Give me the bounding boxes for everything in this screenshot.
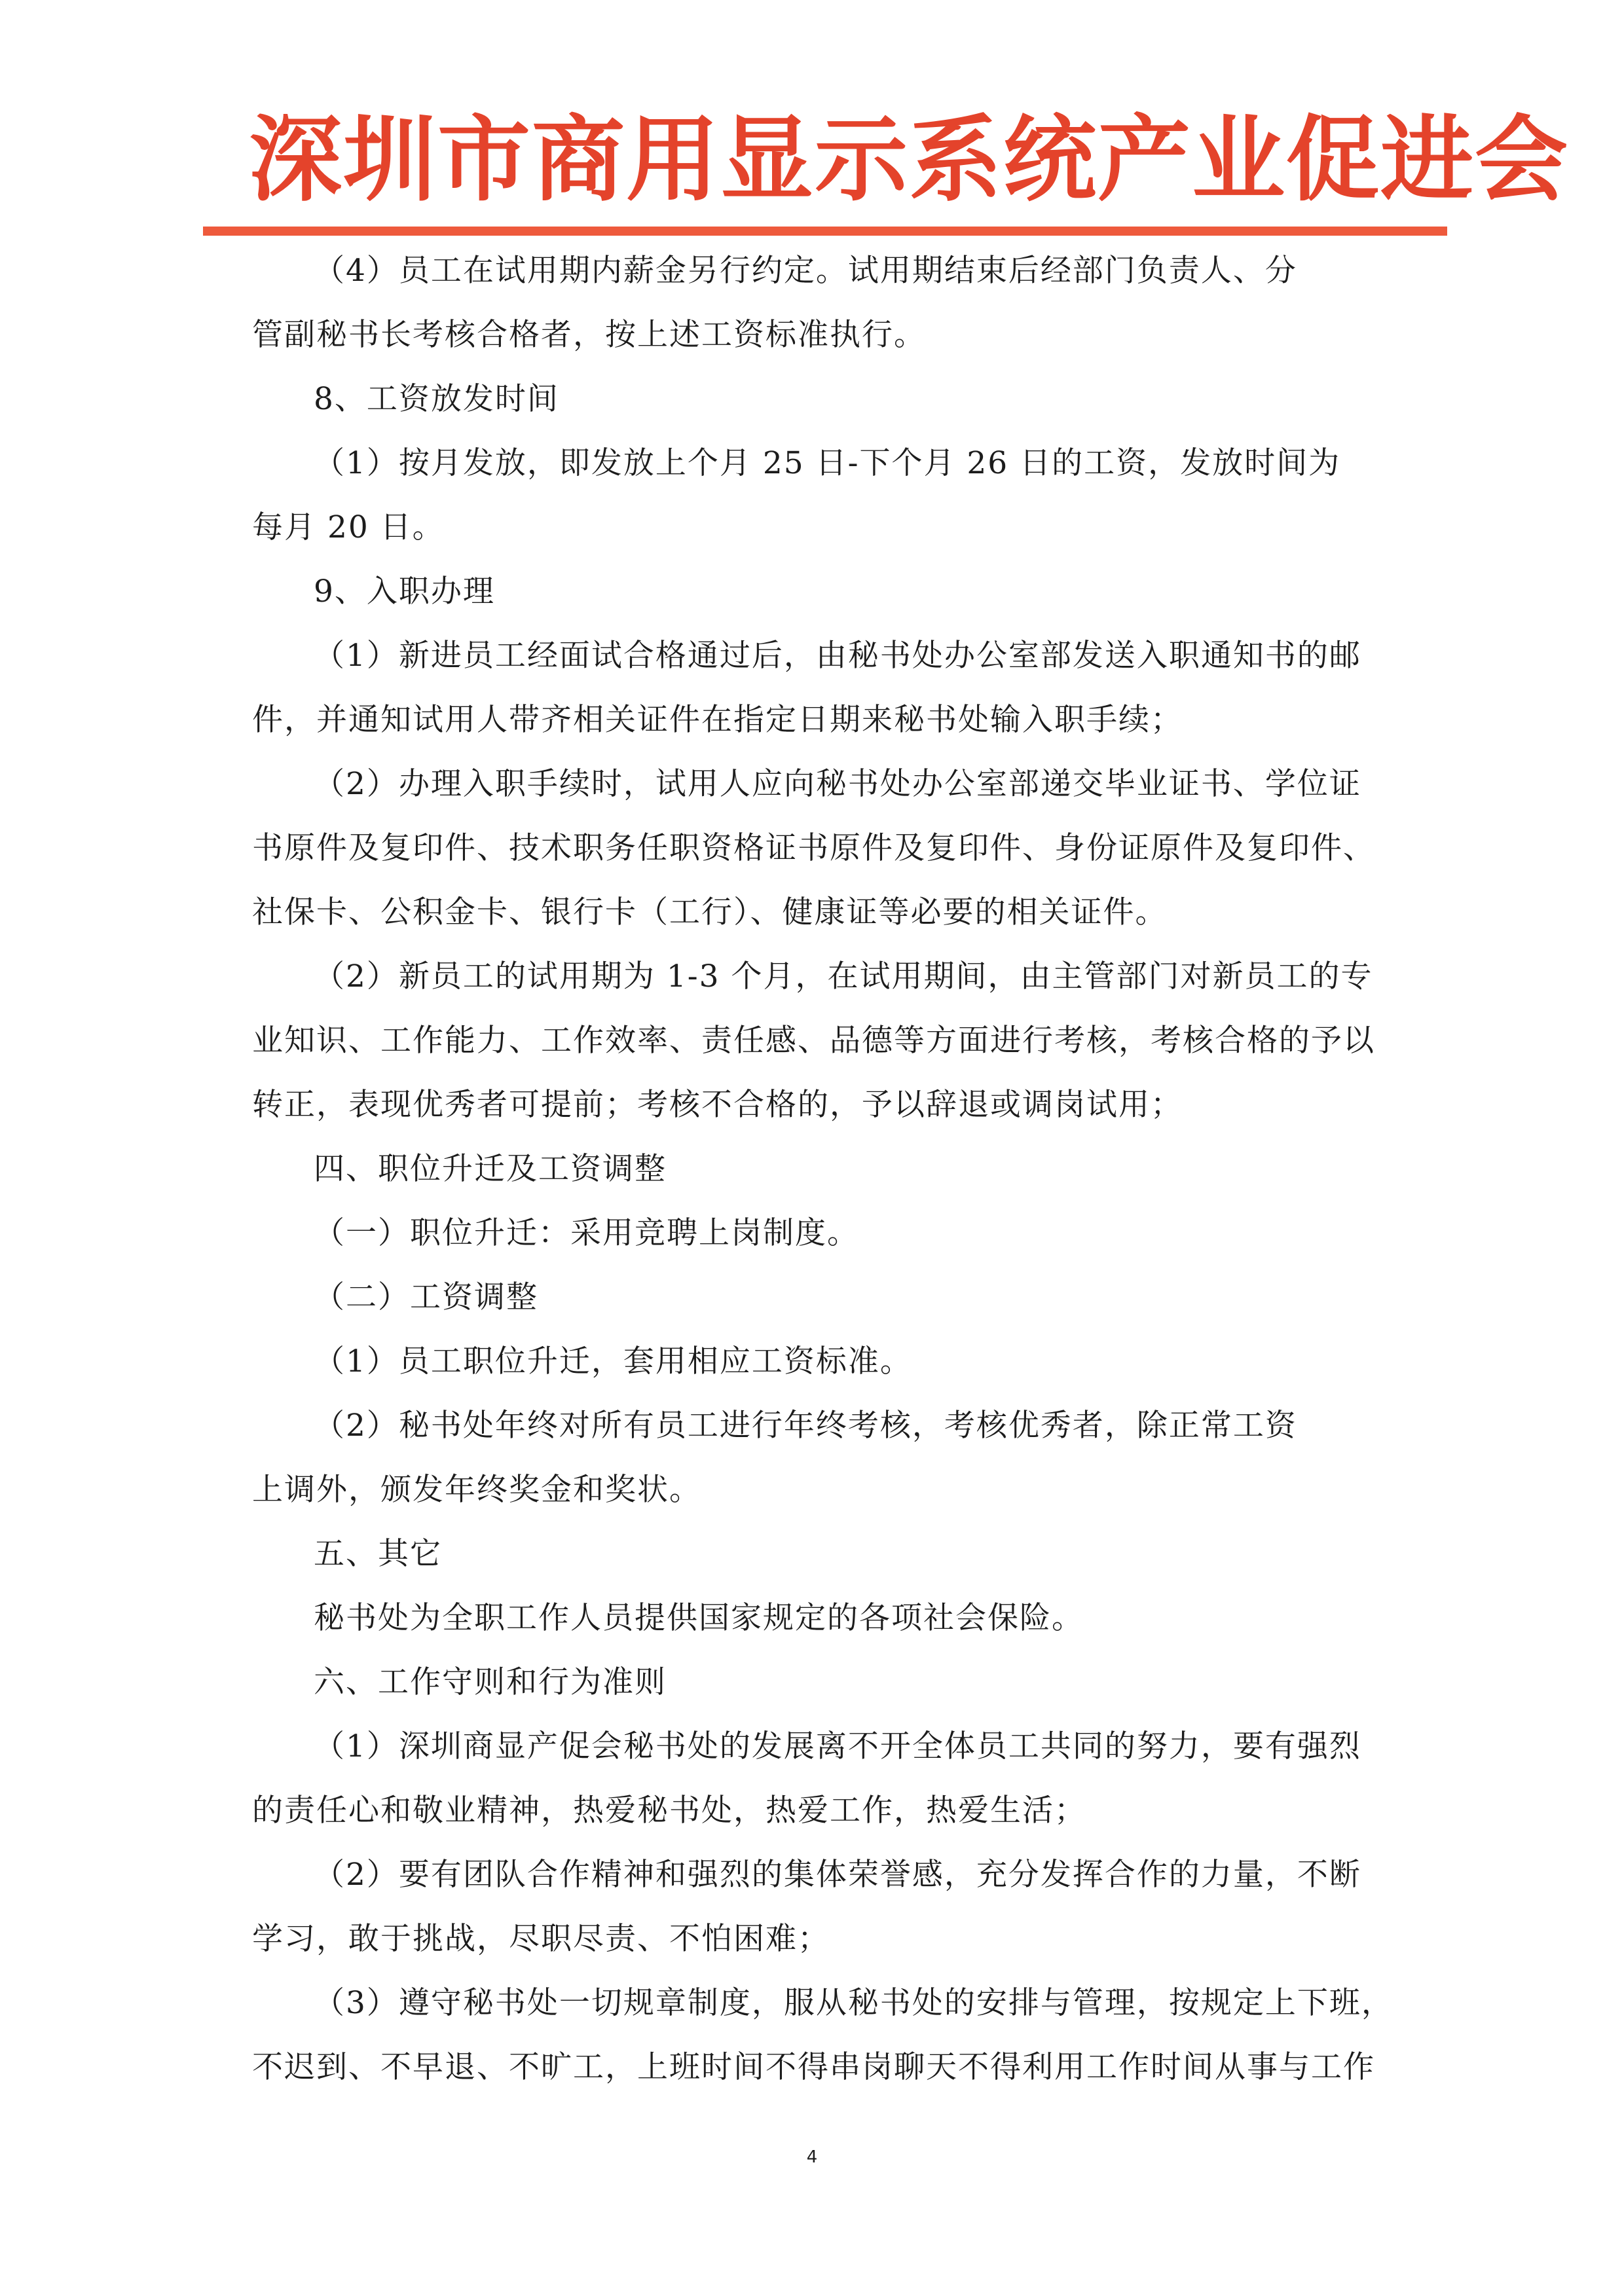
body-line: 秘书处为全职工作人员提供国家规定的各项社会保险。 [314, 1600, 1084, 1636]
body-line: （3）遵守秘书处一切规章制度，服从秘书处的安排与管理，按规定上下班， [314, 1985, 1393, 2021]
subsection-heading: （一）职位升迁：采用竞聘上岗制度。 [314, 1215, 859, 1251]
body-line: 件，并通知试用人带齐相关证件在指定日期来秘书处输入职手续； [252, 702, 1183, 738]
body-line: （1）新进员工经面试合格通过后，由秘书处办公室部发送入职通知书的邮 [314, 638, 1361, 674]
section-heading: 六、工作守则和行为准则 [314, 1664, 667, 1700]
body-line: （2）办理入职手续时，试用人应向秘书处办公室部递交毕业证书、学位证 [314, 766, 1361, 802]
document-body [252, 239, 1393, 2100]
letterhead-rule [203, 227, 1447, 236]
section-heading: 9、入职办理 [314, 574, 495, 610]
page-number: 4 [806, 2147, 818, 2167]
body-line: 学习，敢于挑战，尽职尽责、不怕困难； [252, 1921, 830, 1957]
body-line: （1）员工职位升迁，套用相应工资标准。 [314, 1343, 912, 1379]
section-heading: 四、职位升迁及工资调整 [314, 1151, 667, 1187]
body-line: 社保卡、公积金卡、银行卡（工行）、健康证等必要的相关证件。 [252, 894, 1168, 930]
body-line: 业知识、工作能力、工作效率、责任感、品德等方面进行考核，考核合格的予以 [252, 1023, 1375, 1059]
body-line: （4）员工在试用期内薪金另行约定。试用期结束后经部门负责人、分 [314, 253, 1297, 289]
body-line: 转正，表现优秀者可提前；考核不合格的，予以辞退或调岗试用； [252, 1087, 1183, 1123]
body-line: （2）新员工的试用期为 1-3 个月，在试用期间，由主管部门对新员工的专 [314, 958, 1373, 994]
body-line: （2）要有团队合作精神和强烈的集体荣誉感，充分发挥合作的力量，不断 [314, 1857, 1361, 1893]
body-line: 每月 20 日。 [252, 509, 445, 545]
section-heading: 五、其它 [314, 1536, 442, 1572]
body-line: 管副秘书长考核合格者，按上述工资标准执行。 [252, 317, 926, 353]
section-heading: 8、工资放发时间 [314, 381, 559, 417]
body-line: 上调外，颁发年终奖金和奖状。 [252, 1472, 701, 1508]
letterhead-title: 深圳市商用显示系统产业促进会 [249, 106, 1569, 214]
body-line: 书原件及复印件、技术职务任职资格证书原件及复印件、身份证原件及复印件、 [252, 830, 1375, 866]
body-line: （1）深圳商显产促会秘书处的发展离不开全体员工共同的努力，要有强烈 [314, 1728, 1361, 1764]
body-line: （2）秘书处年终对所有员工进行年终考核，考核优秀者，除正常工资 [314, 1408, 1297, 1444]
body-line: （1）按月发放，即发放上个月 25 日-下个月 26 日的工资，发放时间为 [314, 445, 1341, 481]
body-line: 的责任心和敬业精神，热爱秘书处，热爱工作，热爱生活； [252, 1793, 1086, 1829]
subsection-heading: （二）工资调整 [314, 1279, 538, 1315]
body-line: 不迟到、不早退、不旷工，上班时间不得串岗聊天不得利用工作时间从事与工作 [252, 2049, 1375, 2085]
